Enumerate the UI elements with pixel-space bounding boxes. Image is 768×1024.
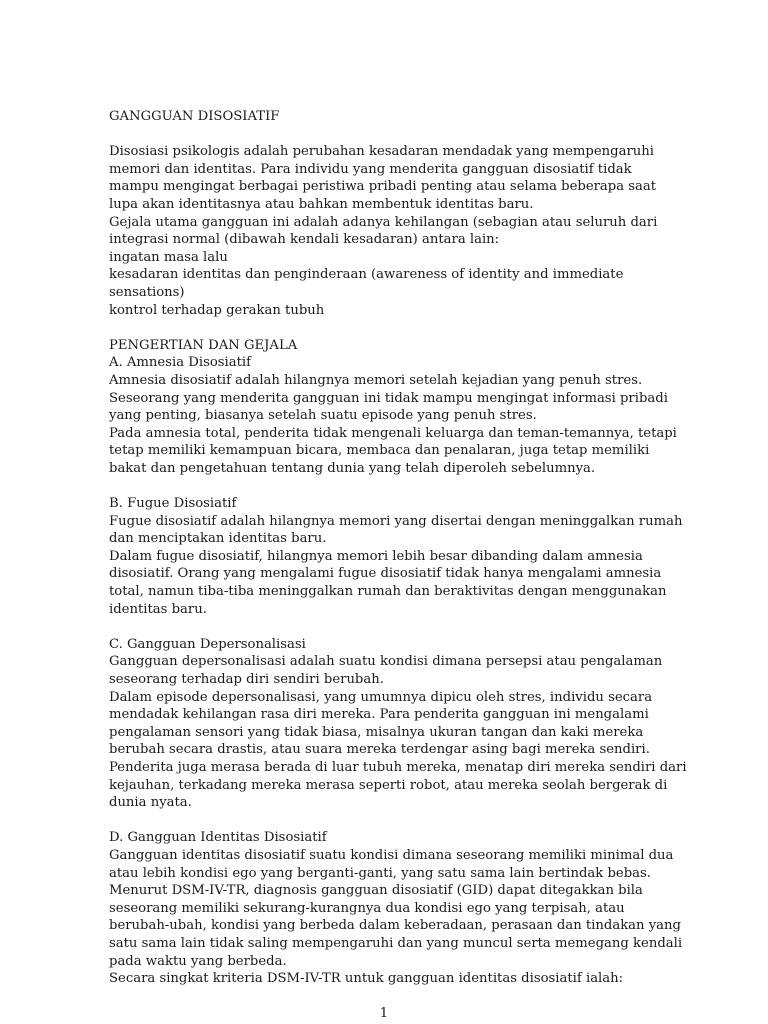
blank-line bbox=[109, 618, 709, 636]
text-line: dan menciptakan identitas baru. bbox=[109, 531, 327, 547]
text-line: dunia nyata. bbox=[109, 795, 192, 811]
text-line: Menurut DSM-IV-TR, diagnosis gangguan disosiatif (GID) dapat ditegakkan bila bbox=[109, 883, 643, 899]
text-line: seseorang memiliki sekurang-kurangnya dua kondisi ego yang terpisah, atau bbox=[109, 900, 625, 916]
page-number: 1 bbox=[379, 1006, 389, 1021]
text-line: pada waktu yang berbeda. bbox=[109, 953, 287, 969]
section-heading: PENGERTIAN DAN GEJALA bbox=[109, 337, 298, 353]
text-line: kejauhan, terkadang mereka merasa seperti robot, atau mereka seolah bergerak di bbox=[109, 777, 668, 793]
text-line: seseorang terhadap diri sendiri berubah. bbox=[109, 672, 384, 687]
text-line: integrasi normal (dibawah kendali kesadaran) antara lain: bbox=[109, 232, 500, 248]
text-line: lupa akan identitasnya atau bahkan membentuk identitas baru. bbox=[109, 196, 534, 212]
text-line: tetap memiliki kemampuan bicara, membaca dan penalaran, juga tetap memiliki bbox=[109, 443, 650, 459]
text-line: yang penting, biasanya setelah suatu episode yang penuh stres. bbox=[109, 408, 537, 424]
text-line: atau lebih kondisi ego yang berganti-ganti, yang satu sama lain bertindak bebas. bbox=[109, 865, 651, 881]
text-line: Dalam fugue disosiatif, hilangnya memori lebih besar dibanding dalam amnesia bbox=[109, 548, 643, 564]
blank-line bbox=[109, 319, 709, 337]
text-line: disosiatif. Orang yang mengalami fugue disosiatif tidak hanya mengalami amnesia bbox=[109, 566, 662, 582]
list-item: kesadaran identitas dan penginderaan (awareness of identity and immediate bbox=[109, 267, 624, 283]
subsection-heading: D. Gangguan Identitas Disosiatif bbox=[109, 830, 327, 846]
text-line: Gejala utama gangguan ini adalah adanya kehilangan (sebagian atau seluruh dari bbox=[109, 214, 658, 230]
text-line: Secara singkat kriteria DSM-IV-TR untuk gangguan identitas disosiatif ialah: bbox=[109, 971, 624, 987]
blank-line bbox=[109, 477, 709, 495]
text-line: Seseorang yang menderita gangguan ini tidak mampu mengingat informasi pribadi bbox=[109, 390, 668, 406]
list-item: ingatan masa lalu bbox=[109, 249, 228, 265]
text-line: Disosiasi psikologis adalah perubahan kesadaran mendadak yang mempengaruhi bbox=[109, 144, 654, 160]
text-line: Gangguan identitas disosiatif suatu kondisi dimana seseorang memiliki minimal dua bbox=[109, 847, 674, 863]
text-line: Penderita juga merasa berada di luar tubuh mereka, menatap diri mereka sendiri dari bbox=[109, 759, 687, 775]
text-line: Dalam episode depersonalisasi, yang umumnya dipicu oleh stres, individu secara bbox=[109, 689, 653, 705]
blank-line bbox=[109, 812, 709, 830]
text-line: bakat dan pengetahuan tentang dunia yang telah diperoleh sebelumnya. bbox=[109, 460, 596, 476]
text-line: mendadak kehilangan rasa diri mereka. Para penderita gangguan ini mengalami bbox=[109, 707, 649, 723]
text-line: berubah-ubah, kondisi yang berbeda dalam keberadaan, perasaan dan tindakan yang bbox=[109, 918, 681, 934]
subsection-heading: C. Gangguan Depersonalisasi bbox=[109, 636, 306, 652]
text-line: mampu mengingat berbagai peristiwa pribadi penting atau selama beberapa saat bbox=[109, 179, 657, 195]
document-title: GANGGUAN DISOSIATIF bbox=[109, 109, 280, 124]
subsection-heading: A. Amnesia Disosiatif bbox=[109, 355, 252, 371]
list-item: kontrol terhadap gerakan tubuh bbox=[109, 302, 325, 318]
subsection-heading: B. Fugue Disosiatif bbox=[109, 496, 237, 512]
text-line: Fugue disosiatif adalah hilangnya memori yang disertai dengan meninggalkan rumah bbox=[109, 513, 683, 529]
blank-line bbox=[109, 126, 709, 144]
text-line: identitas baru. bbox=[109, 601, 207, 617]
list-item: sensations) bbox=[109, 284, 185, 300]
text-line: pengalaman sensori yang tidak biasa, misalnya ukuran tangan dan kaki mereka bbox=[109, 724, 644, 740]
text-line: satu sama lain tidak saling mempengaruhi dan yang muncul serta memegang kendali bbox=[109, 935, 683, 951]
text-line: berubah secara drastis, atau suara mereka terdengar asing bagi mereka sendiri. bbox=[109, 742, 650, 758]
text-line: Gangguan depersonalisasi adalah suatu kondisi dimana persepsi atau pengalaman bbox=[109, 654, 663, 670]
document-page bbox=[109, 108, 709, 988]
text-line: Amnesia disosiatif adalah hilangnya memori setelah kejadian yang penuh stres. bbox=[109, 372, 643, 388]
text-line: total, namun tiba-tiba meninggalkan rumah dan beraktivitas dengan menggunakan bbox=[109, 584, 667, 600]
text-line: Pada amnesia total, penderita tidak mengenali keluarga dan teman-temannya, tetapi bbox=[109, 425, 677, 441]
text-line: memori dan identitas. Para individu yang menderita gangguan disosiatif tidak bbox=[109, 161, 632, 177]
